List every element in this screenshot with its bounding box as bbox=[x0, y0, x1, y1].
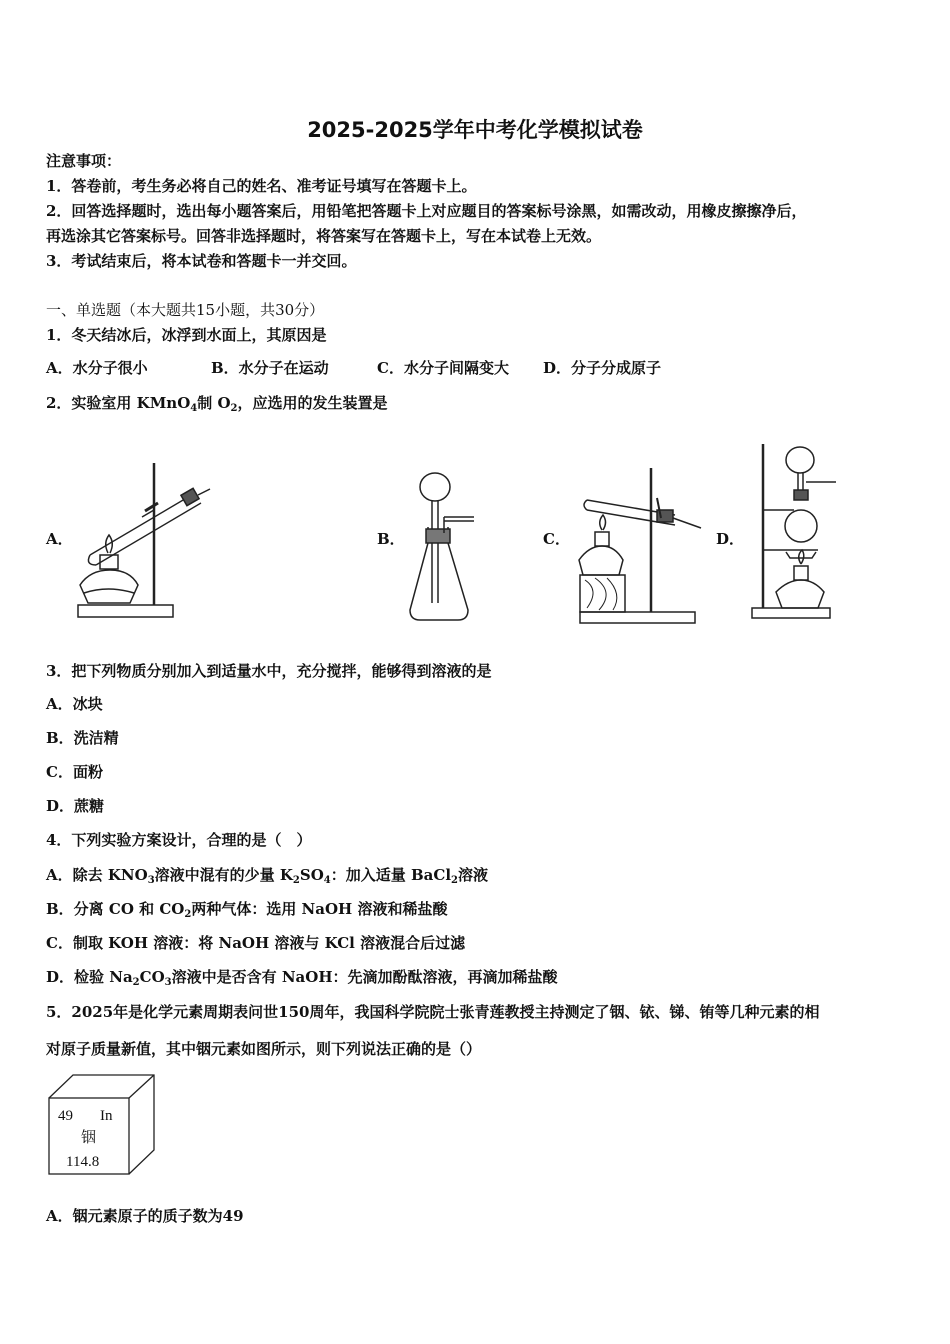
q5-stem-line1: 5．2025年是化学元素周期表问世150周年，我国科学院院士张青莲教授主持测定了铟、铱、锑、铕等几种元素的相 bbox=[46, 1003, 820, 1021]
page-title: 2025-2025学年中考化学模拟试卷 bbox=[307, 118, 643, 142]
q3-option-b: B．洗洁精 bbox=[46, 729, 119, 747]
q2-label-c: C． bbox=[543, 530, 570, 548]
q3-option-d: D．蔗糖 bbox=[46, 797, 105, 815]
q4-stem: 4．下列实验方案设计，合理的是（ ） bbox=[46, 831, 312, 849]
q5-option-a: A．铟元素原子的质子数为49 bbox=[46, 1207, 244, 1225]
notice-heading: 注意事项： bbox=[46, 152, 122, 170]
q1-option-b: B．水分子在运动 bbox=[211, 359, 329, 377]
q2-label-d: D． bbox=[716, 530, 745, 548]
q4-option-b: B．分离 CO 和 $CO_2$两种气体：选用 NaOH 溶液和稀盐酸 bbox=[46, 900, 448, 920]
q4-option-a: A．除去 $KNO_3$溶液中混有的少量 $K_2SO_4$：加入适量 BaCl$_2$溶液 bbox=[46, 866, 489, 886]
notice-item-2-cont: 再选涂其它答案标号。回答非选择题时，将答案写在答题卡上，写在本试卷上无效。 bbox=[46, 227, 602, 245]
q4-option-c: C．制取 KOH 溶液：将 NaOH 溶液与 KCl 溶液混合后过滤 bbox=[46, 934, 466, 952]
notice-item-3: 3．考试结束后，将本试卷和答题卡一并交回。 bbox=[46, 252, 357, 270]
apparatus-a-diagram bbox=[70, 455, 220, 625]
q3-option-a: A．冰块 bbox=[46, 695, 103, 713]
apparatus-d-diagram bbox=[748, 440, 843, 622]
q2-stem: 2．实验室用 KMnO$_4$制 $O_2$，应选用的发生装置是 bbox=[46, 394, 388, 414]
q1-option-a: A．水分子很小 bbox=[46, 359, 148, 377]
element-cell-indium bbox=[46, 1072, 158, 1177]
q4-option-d: D．检验 $Na_2CO_3$溶液中是否含有 NaOH：先滴加酚酞溶液，再滴加稀盐酸 bbox=[46, 968, 558, 988]
element-name: 铟 bbox=[81, 1130, 97, 1146]
q1-stem: 1．冬天结冰后，冰浮到水面上，其原因是 bbox=[46, 326, 327, 344]
element-mass: 114.8 bbox=[66, 1154, 100, 1170]
q1-option-d: D．分子分成原子 bbox=[543, 359, 662, 377]
apparatus-b-diagram bbox=[400, 465, 490, 630]
q2-label-b: B． bbox=[377, 530, 405, 548]
q5-stem-line2: 对原子质量新值，其中铟元素如图所示，则下列说法正确的是（） bbox=[46, 1040, 482, 1058]
element-symbol: In bbox=[100, 1108, 113, 1124]
q3-stem: 3．把下列物质分别加入到适量水中，充分搅拌，能够得到溶液的是 bbox=[46, 662, 492, 680]
q1-option-c: C．水分子间隔变大 bbox=[377, 359, 509, 377]
notice-item-1: 1．答卷前，考生务必将自己的姓名、准考证号填写在答题卡上。 bbox=[46, 177, 477, 195]
q2-label-a: A． bbox=[46, 530, 73, 548]
element-number: 49 bbox=[58, 1108, 73, 1124]
q3-option-c: C．面粉 bbox=[46, 763, 103, 781]
section-heading: 一、单选题（本大题共15小题，共30分） bbox=[46, 301, 325, 319]
notice-item-2: 2．回答选择题时，选出每小题答案后，用铅笔把答题卡上对应题目的答案标号涂黑，如需改动，用橡皮擦擦净后， bbox=[46, 202, 807, 220]
apparatus-c-diagram bbox=[575, 460, 710, 630]
